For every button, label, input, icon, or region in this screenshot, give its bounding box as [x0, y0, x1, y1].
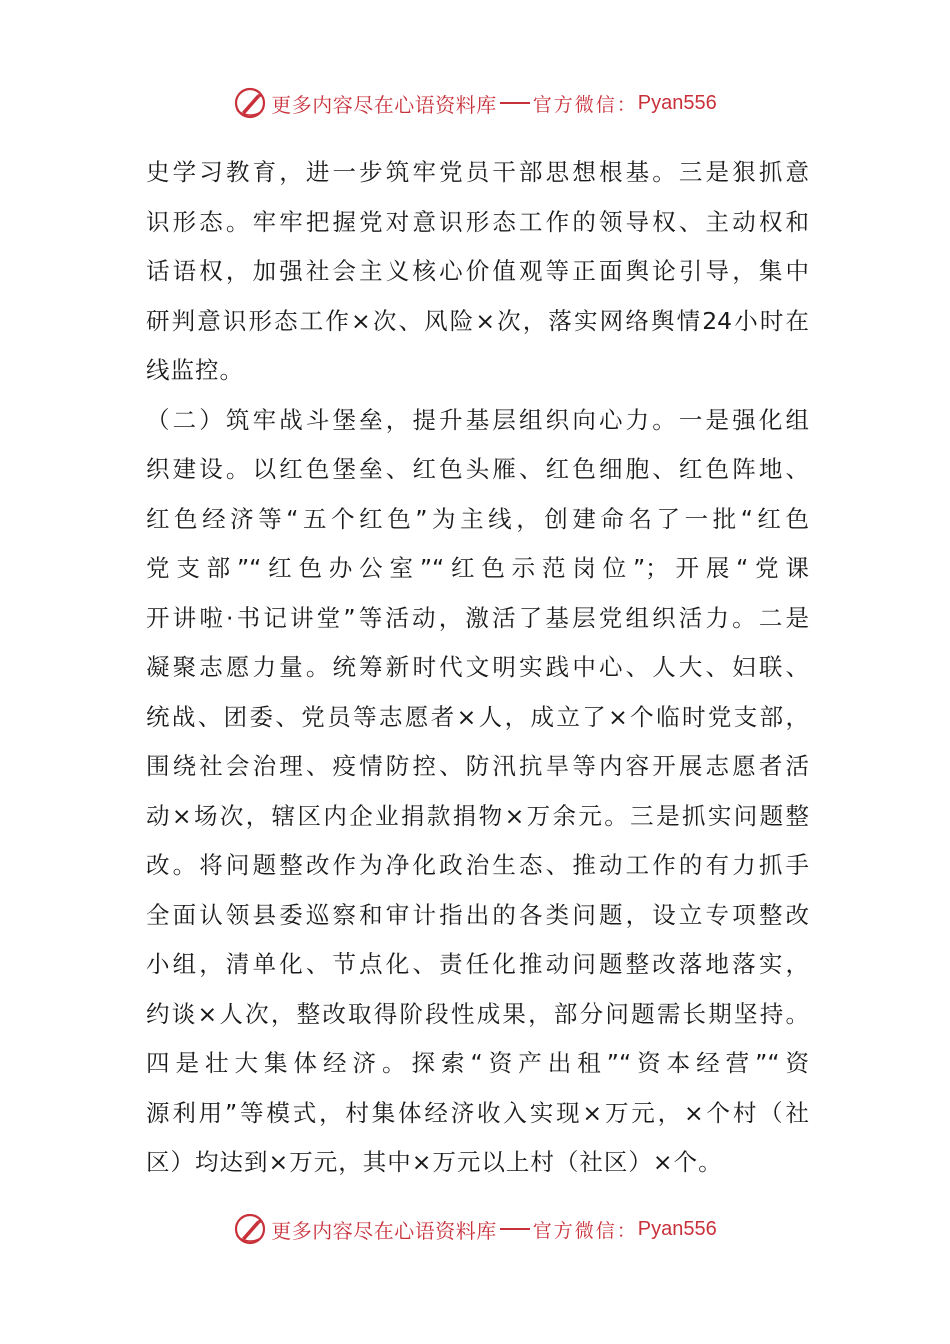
text-line: 围绕社会治理、疫情防控、防汛抗旱等内容开展志愿者活 — [146, 752, 809, 780]
text-line: 源利用”等模式，村集体经济收入实现×万元，×个村（社 — [146, 1098, 809, 1127]
text-line: 改。将问题整改作为净化政治生态、推动工作的有力抓手 — [146, 851, 809, 879]
text-line: 约谈×人次，整改取得阶段性成果，部分问题需长期坚持。 — [146, 999, 809, 1028]
text-line: 织建设。以红色堡垒、红色头雁、红色细胞、红色阵地、 — [146, 455, 809, 483]
header-banner — [0, 83, 950, 123]
text-line: 统战、团委、党员等志愿者×人，成立了×个临时党支部， — [146, 702, 809, 731]
banner-official-label: 官方微信： — [532, 93, 638, 116]
text-line: 话语权，加强社会主义核心价值观等正面舆论引导，集中 — [146, 257, 809, 285]
text-line: 小组，清单化、节点化、责任化推动问题整改落地落实， — [146, 950, 809, 978]
text-line: 党支部”“红色办公室”“红色示范岗位”；开展“党课 — [146, 554, 809, 582]
text-line: 史学习教育，进一步筑牢党员干部思想根基。三是狠抓意 — [146, 158, 809, 186]
text-line: 红色经济等“五个红色”为主线，创建命名了一批“红色 — [146, 504, 809, 533]
document-body — [146, 148, 809, 1188]
banner-dash — [500, 1228, 530, 1230]
banner-brand-text: 更多内容尽在心语资料库 — [271, 92, 497, 117]
banner-dash — [500, 102, 530, 104]
text-line: 四是壮大集体经济。探索“资产出租”“资本经营”“资 — [146, 1049, 809, 1077]
text-line: （二）筑牢战斗堡垒，提升基层组织向心力。一是强化组 — [146, 405, 809, 434]
banner-brand-text: 更多内容尽在心语资料库 — [271, 1218, 497, 1243]
banner-account-id: Pyan556 — [637, 91, 717, 114]
quill-pen-logo-icon — [233, 86, 267, 120]
text-line: 动×场次，辖区内企业捐款捐物×万余元。三是抓实问题整 — [146, 801, 809, 830]
quill-pen-logo-icon — [233, 1212, 267, 1246]
text-line: 全面认领县委巡察和审计指出的各类问题，设立专项整改 — [146, 900, 809, 929]
text-line: 研判意识形态工作×次、风险×次，落实网络舆情24小时在 — [146, 306, 809, 335]
banner-account-id: Pyan556 — [637, 1217, 717, 1240]
text-line: 识形态。牢牢把握党对意识形态工作的领导权、主动权和 — [146, 207, 809, 236]
text-line: 开讲啦·书记讲堂”等活动，激活了基层党组织活力。二是 — [146, 603, 809, 632]
banner-official-label: 官方微信： — [532, 1219, 638, 1242]
text-line: 区）均达到×万元，其中×万元以上村（社区）×个。 — [146, 1148, 723, 1176]
text-line: 凝聚志愿力量。统筹新时代文明实践中心、人大、妇联、 — [146, 653, 809, 681]
footer-banner — [0, 1209, 950, 1249]
text-line: 线监控。 — [146, 356, 244, 384]
